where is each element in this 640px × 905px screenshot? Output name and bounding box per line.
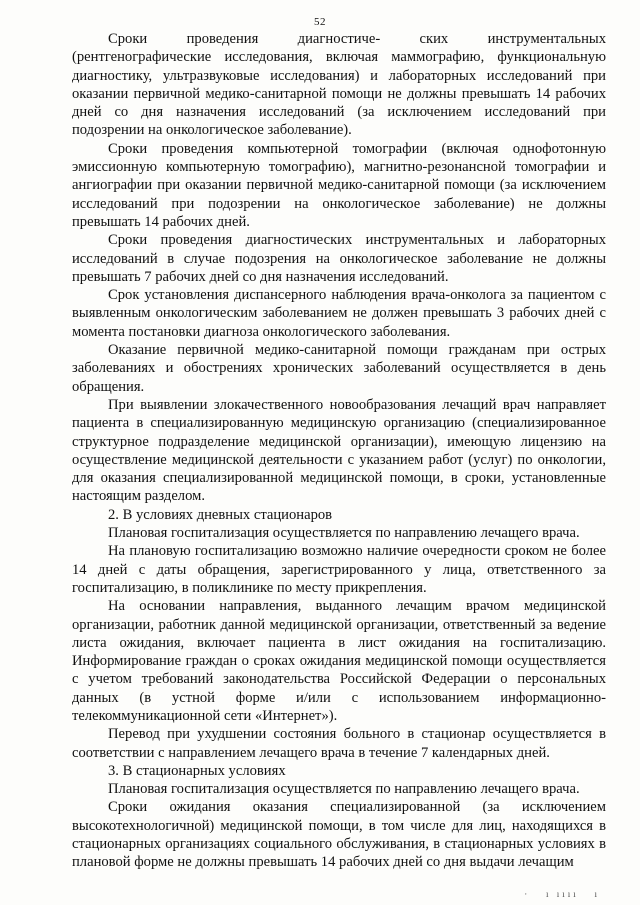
paragraph: Перевод при ухудшении состояния больного в стационар осуществляется в соответствии с направлением лечащего врача в течение 7 календарных дней.: [72, 726, 606, 761]
scan-artifact: · ı ıııı ı: [524, 889, 600, 899]
document-body: [72, 30, 606, 872]
paragraph: Плановая госпитализация осуществляется по направлению лечащего врача.: [108, 781, 580, 798]
paragraph: На плановую госпитализацию возможно наличие очередности сроком не более 14 дней с даты обращения, зарегистрированного у лица, ответственного за госпитализацию, в поликлинике по месту прикрепления.: [72, 543, 606, 596]
paragraph: На основании направления, выданного лечащим врачом медицинской организации, работник данной медицинской организации, ответственный за ведение листа ожидания, включает пациента в лист ожидания на госпитализацию. Информирование граждан о сроках ожидания медицинской помощи осуществляется с учетом требований законодательства Российской Федерации о персональных данных (в устной форме и/или с использованием информационно-телекоммуникационной сети «Интернет»).: [72, 598, 606, 724]
paragraph: Сроки проведения диагностических инструментальных и лабораторных исследований в случае подозрения на онкологическое заболевание не должны превышать 7 рабочих дней со дня назначения исследований.: [72, 232, 606, 285]
paragraph: При выявлении злокачественного новообразования лечащий врач направляет пациента в специализированную медицинскую организацию (специализированное структурное подразделение медицинской организации), имеющую лицензию на осуществление медицинской деятельности с указанием работ (услуг) по онкологии, для оказания специализированной медицинской помощи, в сроки, установленные настоящим разделом.: [72, 396, 606, 505]
paragraph: Сроки ожидания оказания специализированной (за исключением высокотехнологичной) медицинской помощи, в том числе для лиц, находящихся в стационарных организациях социального обслуживания, в стационарных условиях в плановой форме не должны превышать 14 рабочих дней со дня выдачи лечащим: [72, 799, 606, 871]
page-number: 52: [314, 16, 326, 28]
paragraph: Плановая госпитализация осуществляется по направлению лечащего врача.: [108, 525, 580, 542]
section-heading: 3. В стационарных условиях: [108, 762, 286, 779]
paragraph: Срок установления диспансерного наблюдения врача-онколога за пациентом с выявленным онкологическим заболеванием не должен превышать 3 рабочих дней с момента постановки диагноза онкологического заболевания.: [72, 287, 606, 340]
section-heading: 2. В условиях дневных стационаров: [108, 506, 333, 523]
paragraph: Оказание первичной медико-санитарной помощи гражданам при острых заболеваниях и обострениях хронических заболеваний осуществляется в день обращения.: [72, 342, 606, 395]
paragraph: Сроки проведения диагностиче- ских инструментальных (рентгенографические исследования, включая маммографию, функциональную диагностику, ультразвуковые исследования) и лабораторных исследований при оказании первичной медико-санитарной помощи не должны превышать 14 рабочих дней со дня назначения исследований (за исключением исследований при подозрении на онкологическое заболевание).: [72, 31, 606, 139]
paragraph: Сроки проведения компьютерной томографии (включая однофотонную эмиссионную компьютерную томографию), магнитно-резонансной томографии и ангиографии при оказании первичной медико-санитарной помощи (за исключением исследований при подозрении на онкологическое заболевание) не должны превышать 14 рабочих дней.: [72, 140, 606, 230]
